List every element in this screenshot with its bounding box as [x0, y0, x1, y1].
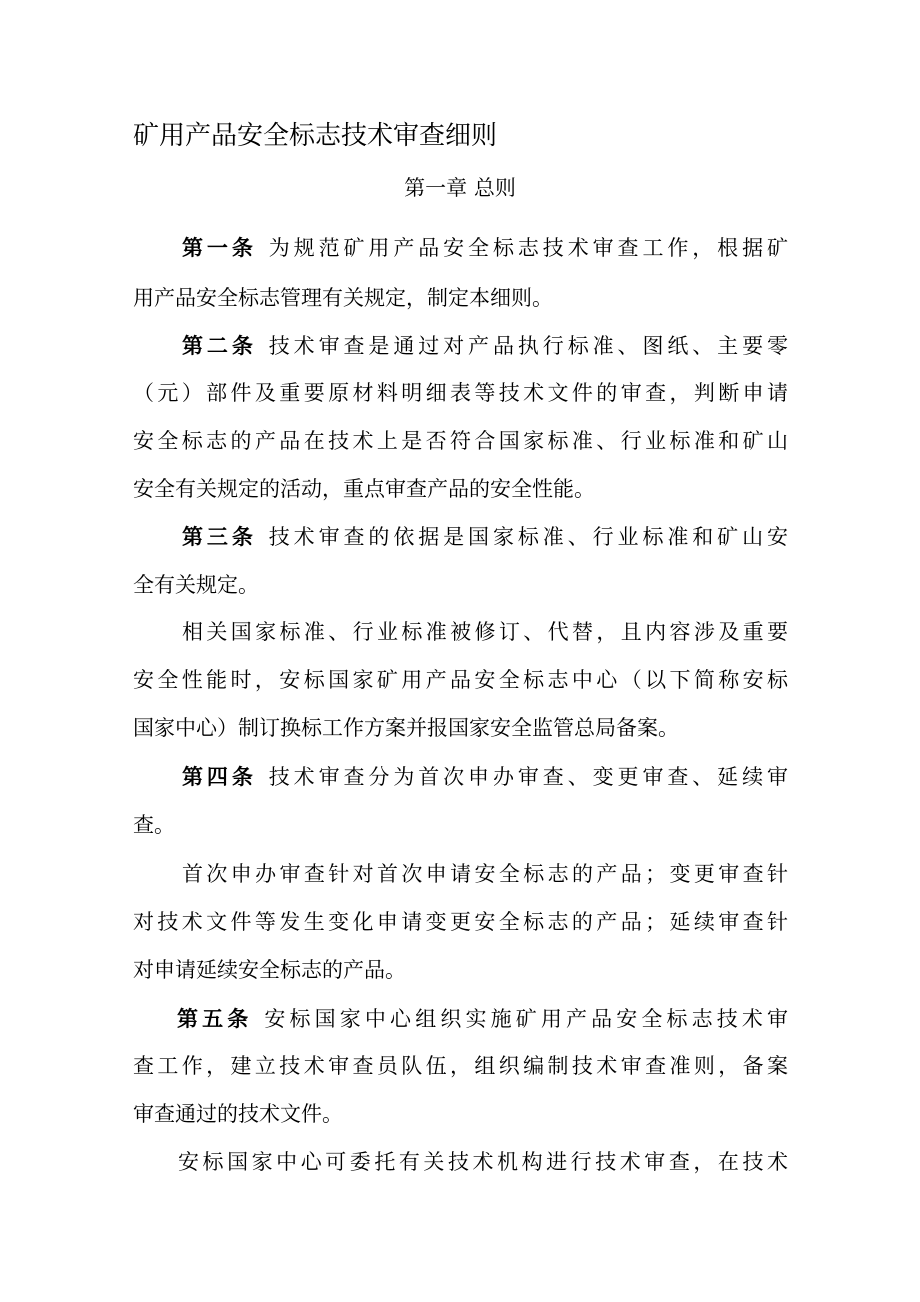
document-title: 矿用产品安全标志技术审查细则	[133, 121, 498, 151]
article-5-line-2: 查工作，建立技术审查员队伍，组织编制技术审查准则，备案	[133, 1054, 788, 1078]
article-2-number: 第二条	[182, 334, 257, 358]
article-2-line-1	[182, 330, 788, 362]
article-5-para-2-line-1: 安标国家中心可委托有关技术机构进行技术审查，在技术	[178, 1150, 788, 1174]
article-4-number: 第四条	[182, 765, 257, 789]
article-3-line-2: 全有关规定。	[133, 573, 259, 597]
article-5-number: 第五条	[177, 1007, 253, 1031]
article-3-number: 第三条	[182, 525, 257, 549]
article-5-line-1	[177, 1003, 788, 1035]
article-4-para-2-line-2: 对技术文件等发生变化申请变更安全标志的产品；延续审查针	[133, 910, 788, 934]
article-4-para-2-line-3: 对申请延续安全标志的产品。	[133, 958, 406, 982]
article-1-text-1: 为规范矿用产品安全标志技术审查工作，根据矿	[268, 236, 789, 260]
article-3-para-2-line-1: 相关国家标准、行业标准被修订、代替，且内容涉及重要	[182, 620, 788, 644]
article-2-line-3: 安全标志的产品在技术上是否符合国家标准、行业标准和矿山	[133, 429, 788, 453]
article-2-line-2: （元）部件及重要原材料明细表等技术文件的审查，判断申请	[133, 381, 788, 405]
article-3-text-1: 技术审查的依据是国家标准、行业标准和矿山安	[268, 525, 789, 549]
article-2-line-4: 安全有关规定的活动，重点审查产品的安全性能。	[133, 477, 595, 501]
article-3-para-2-line-2: 安全性能时，安标国家矿用产品安全标志中心（以下简称安标	[133, 668, 788, 692]
article-4-para-2-line-1: 首次申办审查针对首次申请安全标志的产品；变更审查针	[182, 862, 788, 886]
article-2-text-1: 技术审查是通过对产品执行标准、图纸、主要零	[268, 334, 789, 358]
article-1-line-1	[182, 232, 788, 264]
chapter-heading: 第一章 总则	[404, 176, 516, 200]
article-4-line-2: 查。	[133, 813, 175, 837]
article-1-line-2: 用产品安全标志管理有关规定，制定本细则。	[133, 286, 553, 310]
article-5-line-3: 审查通过的技术文件。	[133, 1102, 343, 1126]
article-1-number: 第一条	[182, 236, 257, 260]
article-3-line-1	[182, 521, 788, 553]
article-3-para-2-line-3: 国家中心）制订换标工作方案并报国家安全监管总局备案。	[133, 716, 679, 740]
article-4-text-1: 技术审查分为首次申办审查、变更审查、延续审	[268, 765, 789, 789]
article-5-text-1: 安标国家中心组织实施矿用产品安全标志技术审	[264, 1007, 789, 1031]
article-4-line-1	[182, 761, 788, 793]
